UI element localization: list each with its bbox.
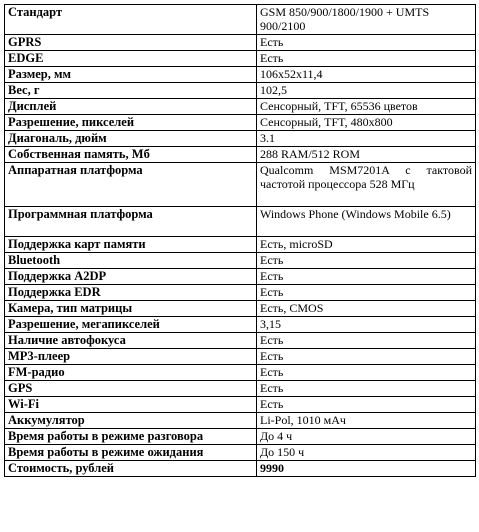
table-row [5, 207, 476, 237]
table-row [5, 51, 476, 67]
table-row [5, 445, 476, 461]
spec-key: Разрешение, пикселей [5, 115, 257, 131]
spec-key: Разрешение, мегапикселей [5, 317, 257, 333]
table-row [5, 317, 476, 333]
spec-key: EDGE [5, 51, 257, 67]
table-row [5, 285, 476, 301]
spec-value: Есть, CMOS [257, 301, 476, 317]
table-row [5, 381, 476, 397]
table-row [5, 429, 476, 445]
spec-key: Программная платформа [5, 207, 257, 237]
spec-key: Wi-Fi [5, 397, 257, 413]
table-row [5, 349, 476, 365]
spec-value: Есть [257, 253, 476, 269]
table-row [5, 83, 476, 99]
spec-key: Аппаратная платформа [5, 163, 257, 207]
spec-value: GSM 850/900/1800/1900 + UMTS 900/2100 [257, 5, 476, 35]
spec-value: Есть [257, 269, 476, 285]
spec-table [4, 4, 476, 477]
table-row [5, 35, 476, 51]
spec-table-body [5, 5, 476, 477]
spec-key: Поддержка карт памяти [5, 237, 257, 253]
spec-value: Windows Phone (Windows Mobile 6.5) [257, 207, 476, 237]
spec-value: Есть [257, 333, 476, 349]
spec-value: Li-Pol, 1010 мАч [257, 413, 476, 429]
spec-value: Есть [257, 285, 476, 301]
spec-value: Есть, microSD [257, 237, 476, 253]
spec-value: Есть [257, 51, 476, 67]
spec-value: До 4 ч [257, 429, 476, 445]
spec-key: Наличие автофокуса [5, 333, 257, 349]
spec-key: Камера, тип матрицы [5, 301, 257, 317]
table-row [5, 413, 476, 429]
table-row [5, 365, 476, 381]
spec-key: Вес, г [5, 83, 257, 99]
spec-key: Дисплей [5, 99, 257, 115]
table-row [5, 397, 476, 413]
spec-value: Есть [257, 397, 476, 413]
spec-key: Стоимость, рублей [5, 461, 257, 477]
table-row [5, 461, 476, 477]
spec-key: Аккумулятор [5, 413, 257, 429]
spec-value: Qualcomm MSM7201A с тактовой частотой процессора 528 МГц [257, 163, 476, 207]
spec-key: Поддержка EDR [5, 285, 257, 301]
spec-key: FM-радио [5, 365, 257, 381]
spec-key: Размер, мм [5, 67, 257, 83]
spec-value: 288 RAM/512 ROM [257, 147, 476, 163]
table-row [5, 237, 476, 253]
spec-key: Время работы в режиме ожидания [5, 445, 257, 461]
spec-value: До 150 ч [257, 445, 476, 461]
spec-key: Bluetooth [5, 253, 257, 269]
table-row [5, 131, 476, 147]
table-row [5, 269, 476, 285]
spec-key: Диагональ, дюйм [5, 131, 257, 147]
spec-key: GPRS [5, 35, 257, 51]
table-row [5, 253, 476, 269]
spec-key: Время работы в режиме разговора [5, 429, 257, 445]
spec-value: Есть [257, 35, 476, 51]
spec-value: Есть [257, 365, 476, 381]
table-row [5, 163, 476, 207]
spec-key: MP3-плеер [5, 349, 257, 365]
spec-value: 3.1 [257, 131, 476, 147]
spec-key: GPS [5, 381, 257, 397]
spec-key: Стандарт [5, 5, 257, 35]
spec-value: 106x52x11,4 [257, 67, 476, 83]
table-row [5, 147, 476, 163]
table-row [5, 301, 476, 317]
table-row [5, 99, 476, 115]
spec-value: 3,15 [257, 317, 476, 333]
spec-value: Есть [257, 349, 476, 365]
table-row [5, 67, 476, 83]
spec-value: Сенсорный, TFT, 65536 цветов [257, 99, 476, 115]
spec-value: 102,5 [257, 83, 476, 99]
table-row [5, 333, 476, 349]
table-row [5, 115, 476, 131]
spec-key: Поддержка A2DP [5, 269, 257, 285]
spec-value-price: 9990 [257, 461, 476, 477]
spec-value: Есть [257, 381, 476, 397]
spec-value: Сенсорный, TFT, 480x800 [257, 115, 476, 131]
table-row [5, 5, 476, 35]
spec-key: Собственная память, Мб [5, 147, 257, 163]
